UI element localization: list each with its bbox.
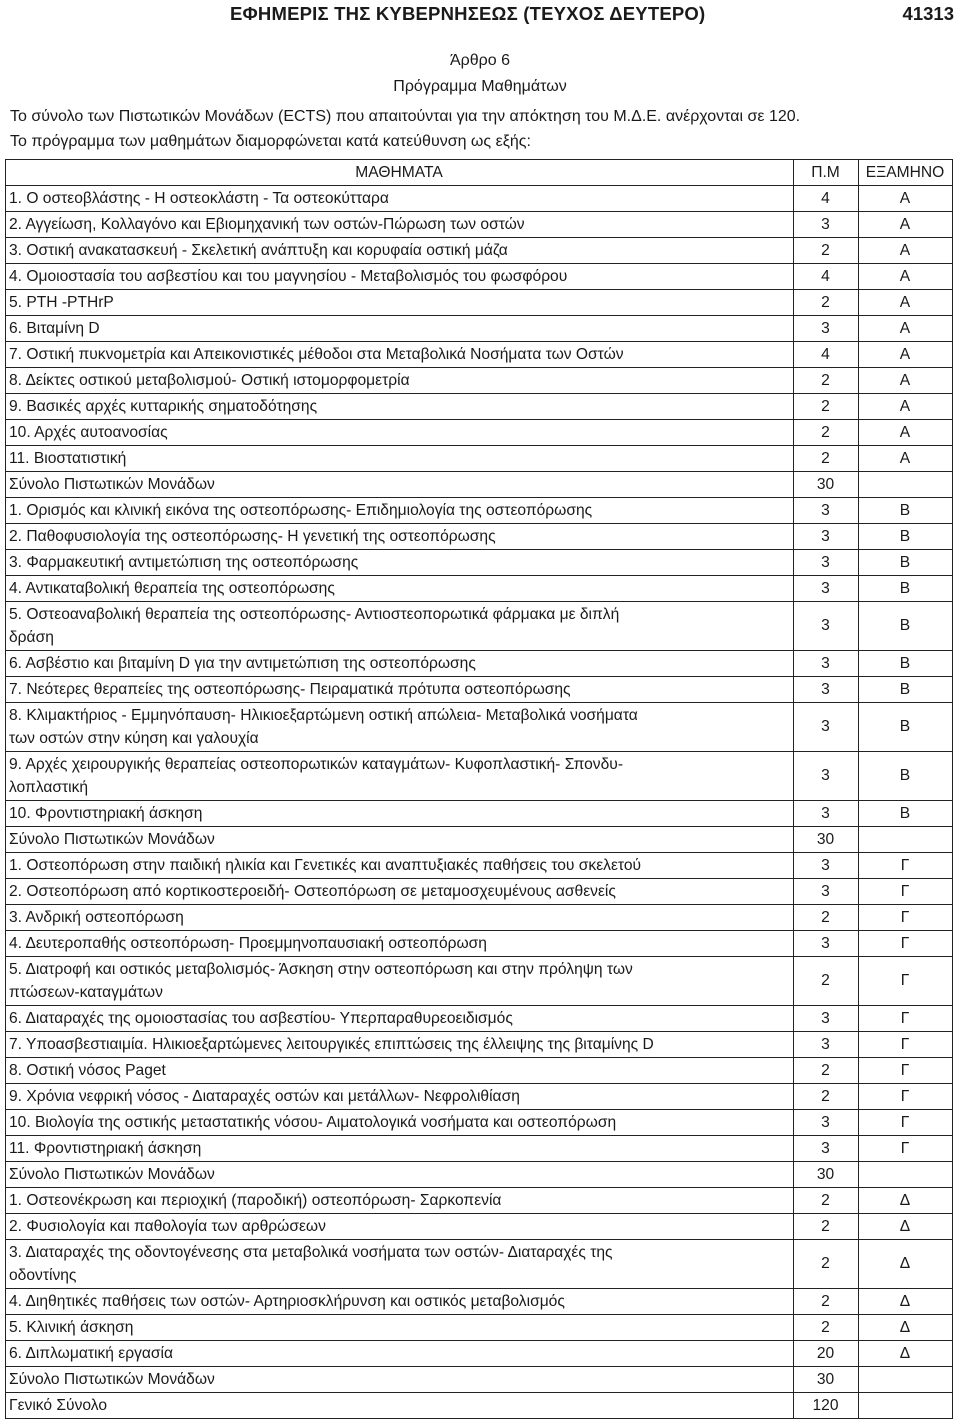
course-name: [6, 186, 794, 212]
course-semester: [859, 1162, 953, 1188]
course-name: [6, 1393, 794, 1419]
table-row: [6, 212, 953, 238]
course-semester: Α: [859, 420, 953, 446]
course-name-line: 5. Κλινική άσκηση: [9, 1318, 134, 1336]
course-name: [6, 827, 794, 853]
course-semester: Δ: [859, 1289, 953, 1315]
course-name: [6, 1084, 794, 1110]
course-semester: Α: [859, 342, 953, 368]
course-name: [6, 879, 794, 905]
course-name-line: 3. Φαρμακευτική αντιμετώπιση της οστεοπόρωσης: [9, 553, 359, 571]
course-name: [6, 394, 794, 420]
course-semester: Δ: [859, 1188, 953, 1214]
course-credits: 30: [794, 472, 859, 498]
course-semester: Γ: [859, 879, 953, 905]
header-credits: Π.Μ: [794, 160, 859, 186]
course-credits: 2: [794, 1240, 859, 1289]
course-name-line: 6. Ασβέστιο και βιταμίνη D για την αντιμετώπιση της οστεοπόρωσης: [9, 654, 476, 672]
course-name-line: 8. Δείκτες οστικού μεταβολισμού- Οστική ιστομορφομετρία: [9, 371, 410, 389]
course-name-line: 5. PTH -PTHrP: [9, 293, 114, 311]
course-credits: 2: [794, 238, 859, 264]
course-credits: 2: [794, 368, 859, 394]
course-semester: Γ: [859, 1136, 953, 1162]
course-name: [6, 1162, 794, 1188]
course-credits: 30: [794, 1162, 859, 1188]
course-credits: 3: [794, 752, 859, 801]
table-row: [6, 879, 953, 905]
course-credits: 3: [794, 316, 859, 342]
course-name: [6, 212, 794, 238]
course-credits: 4: [794, 264, 859, 290]
course-name-line: Γενικό Σύνολο: [9, 1396, 107, 1414]
table-row: [6, 905, 953, 931]
course-name-line: 2. Οστεοπόρωση από κορτικοστεροειδή- Οστεοπόρωση σε μεταμοσχευμένους ασθενείς: [9, 882, 616, 900]
course-name-line: 9. Χρόνια νεφρική νόσος - Διαταραχές οστών και μετάλλων- Νεφρολιθίαση: [9, 1087, 520, 1105]
course-semester: Γ: [859, 1006, 953, 1032]
course-semester: [859, 827, 953, 853]
course-name: [6, 368, 794, 394]
course-name: [6, 853, 794, 879]
course-semester: Β: [859, 602, 953, 651]
course-name: [6, 1341, 794, 1367]
course-name: [6, 290, 794, 316]
course-name-line: 9. Βασικές αρχές κυτταρικής σηματοδότησης: [9, 397, 318, 415]
table-row: [6, 316, 953, 342]
course-credits: 3: [794, 212, 859, 238]
course-semester: Δ: [859, 1240, 953, 1289]
course-credits: 2: [794, 905, 859, 931]
course-name-line: 3. Οστική ανακατασκευή - Σκελετική ανάπτυξη και κορυφαία οστική μάζα: [9, 241, 508, 259]
table-row: [6, 368, 953, 394]
course-name: [6, 602, 794, 651]
course-credits: 2: [794, 957, 859, 1006]
table-row: [6, 651, 953, 677]
table-row: [6, 1058, 953, 1084]
course-semester: [859, 1393, 953, 1419]
course-credits: 3: [794, 1136, 859, 1162]
course-semester: Α: [859, 290, 953, 316]
course-name: [6, 446, 794, 472]
table-row: [6, 1341, 953, 1367]
course-credits: 2: [794, 1084, 859, 1110]
course-name-line: 5. Διατροφή και οστικός μεταβολισμός- Άσκηση στην οστεοπόρωση και στην πρόληψη των: [9, 961, 633, 978]
course-name-line: 11. Βιοστατιστική: [9, 449, 127, 467]
table-row: [6, 394, 953, 420]
course-credits: 30: [794, 827, 859, 853]
course-semester: Β: [859, 703, 953, 752]
table-row: [6, 1214, 953, 1240]
table-row: [6, 446, 953, 472]
course-name-line: 7. Νεότερες θεραπείες της οστεοπόρωσης- Πειραματικά πρότυπα οστεοπόρωσης: [9, 680, 571, 698]
course-credits: 4: [794, 342, 859, 368]
course-name: [6, 1188, 794, 1214]
course-name: [6, 931, 794, 957]
course-name-line: Σύνολο Πιστωτικών Μονάδων: [9, 830, 215, 848]
table-row: [6, 264, 953, 290]
course-name-line: 3. Ανδρική οστεοπόρωση: [9, 908, 184, 926]
course-credits: 2: [794, 1315, 859, 1341]
course-name-line: 1. Οστεονέκρωση και περιοχική (παροδική) οστεοπόρωση- Σαρκοπενία: [9, 1191, 502, 1209]
course-name-line: 4. Ομοιοστασία του ασβεστίου και του μαγνησίου - Μεταβολισμός του φωσφόρου: [9, 267, 568, 285]
course-name: [6, 1006, 794, 1032]
course-credits: 30: [794, 1367, 859, 1393]
course-name-line-2: των οστών στην κύηση και γαλουχία: [9, 730, 259, 747]
header-courses: ΜΑΘΗΜΑΤΑ: [6, 160, 794, 186]
course-name: [6, 752, 794, 801]
course-name-line: 1. Ορισμός και κλινική εικόνα της οστεοπόρωσης- Επιδημιολογία της οστεοπόρωσης: [9, 501, 593, 519]
page-header: [0, 0, 960, 30]
course-credits: 3: [794, 931, 859, 957]
course-credits: 3: [794, 524, 859, 550]
table-row: [6, 1393, 953, 1419]
course-credits: 4: [794, 186, 859, 212]
course-name: [6, 342, 794, 368]
course-name: [6, 1032, 794, 1058]
course-name: [6, 1110, 794, 1136]
course-name-line: 11. Φροντιστηριακή άσκηση: [9, 1139, 202, 1157]
course-name-line-2: πτώσεων-καταγμάτων: [9, 984, 163, 1001]
course-name-line: 2. Παθοφυσιολογία της οστεοπόρωσης- Η γενετική της οστεοπόρωσης: [9, 527, 496, 545]
course-name: [6, 1315, 794, 1341]
course-semester: Γ: [859, 1084, 953, 1110]
table-row: [6, 1162, 953, 1188]
course-name: [6, 238, 794, 264]
course-name-line: 7. Υποασβεστιαιμία. Ηλικιοεξαρτώμενες λειτουργικές επιπτώσεις της έλλειψης της βιταμίνης D: [9, 1035, 654, 1053]
course-semester: Α: [859, 212, 953, 238]
table-row: [6, 498, 953, 524]
course-credits: 2: [794, 1214, 859, 1240]
table-row: [6, 677, 953, 703]
course-credits: 3: [794, 498, 859, 524]
course-name: [6, 703, 794, 752]
course-semester: Α: [859, 264, 953, 290]
course-name-line: 5. Οστεοαναβολική θεραπεία της οστεοπόρωσης- Αντιοστεοπορωτικά φάρμακα με διπλή: [9, 606, 620, 623]
course-name: [6, 550, 794, 576]
article-number: Άρθρο 6: [449, 52, 511, 69]
course-semester: Α: [859, 394, 953, 420]
header-semester: ΕΞΑΜΗΝΟ: [859, 160, 953, 186]
table-row: [6, 576, 953, 602]
table-row: [6, 186, 953, 212]
course-name: [6, 801, 794, 827]
course-credits: 2: [794, 420, 859, 446]
intro-paragraph: Το σύνολο των Πιστωτικών Μονάδων (ECTS) που απαιτούνται για την απόκτηση του Μ.Δ.Ε. ανέρχονται σε 120.: [10, 108, 801, 125]
course-name: [6, 498, 794, 524]
course-semester: Γ: [859, 931, 953, 957]
table-row: [6, 602, 953, 651]
course-semester: [859, 1367, 953, 1393]
table-row: [6, 853, 953, 879]
course-name: [6, 905, 794, 931]
course-name-line: Σύνολο Πιστωτικών Μονάδων: [9, 475, 215, 493]
course-credits: 3: [794, 550, 859, 576]
gazette-title: ΕΦΗΜΕΡΙΣ ΤΗΣ ΚΥΒΕΡΝΗΣΕΩΣ (ΤΕΥΧΟΣ ΔΕΥΤΕΡΟ): [230, 3, 706, 24]
table-row: [6, 550, 953, 576]
course-semester: Γ: [859, 853, 953, 879]
course-credits: 3: [794, 602, 859, 651]
table-row: [6, 801, 953, 827]
page-number: 41313: [902, 3, 954, 24]
course-name-line: Σύνολο Πιστωτικών Μονάδων: [9, 1165, 215, 1183]
course-name-line: 4. Δευτεροπαθής οστεοπόρωση- Προεμμηνοπαυσιακή οστεοπόρωση: [9, 934, 487, 952]
course-name-line: 2. Αγγείωση, Κολλαγόνο και Εβιομηχανική των οστών-Πώρωση των οστών: [9, 215, 525, 233]
course-credits: 2: [794, 446, 859, 472]
course-credits: 3: [794, 576, 859, 602]
table-row: [6, 957, 953, 1006]
course-semester: Α: [859, 316, 953, 342]
table-header-row: [6, 160, 953, 186]
table-row: [6, 420, 953, 446]
course-credits: 3: [794, 853, 859, 879]
course-name-line: 2. Φυσιολογία και παθολογία των αρθρώσεων: [9, 1217, 326, 1235]
course-name-line-2: δράση: [9, 629, 54, 646]
table-row: [6, 1110, 953, 1136]
table-row: [6, 1006, 953, 1032]
course-name-line: 3. Διαταραχές της οδοντογένεσης στα μεταβολικά νοσήματα των οστών- Διαταραχές της: [9, 1244, 613, 1261]
course-name: [6, 524, 794, 550]
course-credits: 2: [794, 394, 859, 420]
course-semester: [859, 472, 953, 498]
course-name: [6, 472, 794, 498]
course-credits: 2: [794, 1188, 859, 1214]
course-semester: Β: [859, 752, 953, 801]
course-credits: 120: [794, 1393, 859, 1419]
course-semester: Γ: [859, 1058, 953, 1084]
course-semester: Β: [859, 524, 953, 550]
course-semester: Δ: [859, 1214, 953, 1240]
course-name-line: 8. Κλιμακτήριος - Εμμηνόπαυση- Ηλικιοεξαρτώμενη οστική απώλεια- Μεταβολικά νοσήματα: [9, 707, 638, 724]
course-name-line: 6. Διαταραχές της ομοιοστασίας του ασβεστίου- Υπερπαραθυρεοειδισμός: [9, 1009, 513, 1027]
course-credits: 3: [794, 801, 859, 827]
table-row: [6, 1315, 953, 1341]
table-row: [6, 1367, 953, 1393]
course-credits: 3: [794, 651, 859, 677]
course-name-line: 10. Φροντιστηριακή άσκηση: [9, 804, 203, 822]
course-name: [6, 957, 794, 1006]
course-semester: Β: [859, 651, 953, 677]
table-row: [6, 290, 953, 316]
table-row: [6, 1289, 953, 1315]
table-row: [6, 1032, 953, 1058]
course-semester: Α: [859, 186, 953, 212]
course-name-line-2: λοπλαστική: [9, 779, 89, 796]
table-row: [6, 238, 953, 264]
course-name: [6, 316, 794, 342]
course-name: [6, 1136, 794, 1162]
course-name-line: 10. Βιολογία της οστικής μεταστατικής νόσου- Αιματολογικά νοσήματα και οστεοπόρωση: [9, 1113, 617, 1131]
course-name: [6, 1240, 794, 1289]
table-row: [6, 342, 953, 368]
course-semester: Β: [859, 576, 953, 602]
course-semester: Α: [859, 368, 953, 394]
table-row: [6, 1084, 953, 1110]
course-name-line: 8. Οστική νόσος Paget: [9, 1061, 166, 1079]
course-credits: 3: [794, 1110, 859, 1136]
course-name-line: 1. Οστεοπόρωση στην παιδική ηλικία και Γενετικές και αναπτυξιακές παθήσεις του σκελετού: [9, 856, 642, 874]
course-semester: Α: [859, 446, 953, 472]
course-semester: Γ: [859, 905, 953, 931]
course-semester: Α: [859, 238, 953, 264]
course-name-line: 9. Αρχές χειρουργικής θεραπείας οστεοπορωτικών καταγμάτων- Κυφοπλαστική- Σπονδυ-: [9, 756, 624, 773]
intro-paragraph-2: Το πρόγραμμα των μαθημάτων διαμορφώνεται κατά κατεύθυνση ως εξής:: [10, 133, 531, 150]
table-row: [6, 752, 953, 801]
course-name: [6, 1058, 794, 1084]
course-semester: Γ: [859, 957, 953, 1006]
course-credits: 2: [794, 1289, 859, 1315]
article-subtitle: Πρόγραμμα Μαθημάτων: [393, 78, 567, 95]
course-credits: 3: [794, 1032, 859, 1058]
course-credits: 20: [794, 1341, 859, 1367]
course-semester: Γ: [859, 1110, 953, 1136]
course-name-line: 4. Διηθητικές παθήσεις των οστών- Αρτηριοσκλήρυνση και οστικός μεταβολισμός: [9, 1292, 565, 1310]
table-row: [6, 1136, 953, 1162]
course-name: [6, 1214, 794, 1240]
course-semester: Β: [859, 498, 953, 524]
table-row: [6, 524, 953, 550]
course-semester: Δ: [859, 1315, 953, 1341]
course-name-line: 7. Οστική πυκνομετρία και Απεικονιστικές μέθοδοι στα Μεταβολικά Νοσήματα των Οστών: [9, 345, 624, 363]
table-row: [6, 931, 953, 957]
course-credits: 2: [794, 290, 859, 316]
course-credits: 3: [794, 879, 859, 905]
course-semester: Β: [859, 550, 953, 576]
course-name: [6, 1289, 794, 1315]
course-name-line: 10. Αρχές αυτοανοσίας: [9, 423, 168, 441]
course-table: [5, 159, 953, 1419]
course-name-line: 6. Διπλωματική εργασία: [9, 1344, 174, 1362]
course-name-line: 6. Βιταμίνη D: [9, 319, 100, 337]
course-name-line: 4. Αντικαταβολική θεραπεία της οστεοπόρωσης: [9, 579, 335, 597]
course-semester: Γ: [859, 1032, 953, 1058]
table-row: [6, 703, 953, 752]
course-name: [6, 1367, 794, 1393]
course-name: [6, 677, 794, 703]
course-name-line: Σύνολο Πιστωτικών Μονάδων: [9, 1370, 215, 1388]
course-credits: 3: [794, 677, 859, 703]
course-semester: Β: [859, 801, 953, 827]
course-name: [6, 264, 794, 290]
course-credits: 2: [794, 1058, 859, 1084]
course-credits: 3: [794, 1006, 859, 1032]
course-semester: Δ: [859, 1341, 953, 1367]
course-credits: 3: [794, 703, 859, 752]
course-name-line: 1. Ο οστεοβλάστης - Η οστεοκλάστη - Τα οστεοκύτταρα: [9, 189, 389, 207]
table-row: [6, 472, 953, 498]
course-name: [6, 651, 794, 677]
table-row: [6, 1188, 953, 1214]
course-name: [6, 576, 794, 602]
course-name: [6, 420, 794, 446]
course-semester: Β: [859, 677, 953, 703]
course-name-line-2: οδοντίνης: [9, 1267, 77, 1284]
table-row: [6, 1240, 953, 1289]
table-row: [6, 827, 953, 853]
